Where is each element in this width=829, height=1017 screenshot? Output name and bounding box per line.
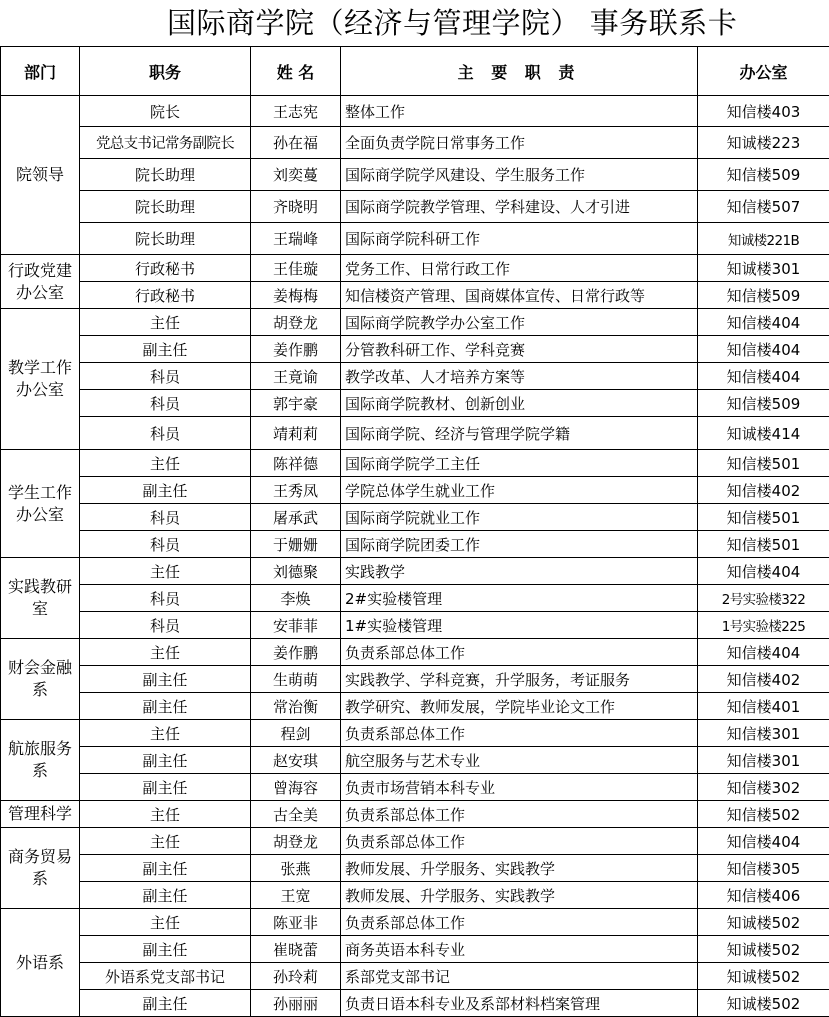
position-cell: 院长助理	[80, 223, 251, 255]
table-row	[1, 774, 829, 801]
dept-cell: 教学工作办公室	[1, 309, 80, 450]
dept-cell: 行政党建办公室	[1, 255, 80, 309]
name-cell: 靖莉莉	[251, 417, 341, 450]
duty-cell: 商务英语本科专业	[341, 936, 698, 963]
name-cell: 王志宪	[251, 96, 341, 127]
name-cell: 常治衡	[251, 693, 341, 720]
position-cell: 科员	[80, 417, 251, 450]
table-row	[1, 720, 829, 747]
office-cell: 知信楼301	[698, 747, 829, 774]
office-cell: 知诚楼301	[698, 255, 829, 282]
position-cell: 院长助理	[80, 191, 251, 223]
office-cell: 知信楼401	[698, 693, 829, 720]
table-row	[1, 990, 829, 1017]
position-cell: 党总支书记常务副院长	[80, 127, 251, 159]
duty-cell: 国际商学院、经济与管理学院学籍	[341, 417, 698, 450]
name-cell: 孙玲莉	[251, 963, 341, 990]
name-cell: 姜作鹏	[251, 639, 341, 666]
position-cell: 主任	[80, 450, 251, 477]
position-cell: 副主任	[80, 774, 251, 801]
office-cell: 知信楼404	[698, 558, 829, 585]
office-cell: 知诚楼502	[698, 990, 829, 1017]
position-cell: 副主任	[80, 747, 251, 774]
table-row	[1, 855, 829, 882]
office-cell: 知信楼402	[698, 477, 829, 504]
table-row	[1, 309, 829, 336]
office-cell: 知信楼301	[698, 720, 829, 747]
position-cell: 主任	[80, 309, 251, 336]
position-cell: 副主任	[80, 477, 251, 504]
page-title-text: 国际商学院（经济与管理学院） 事务联系卡	[167, 0, 737, 46]
office-cell: 知信楼501	[698, 504, 829, 531]
contact-table	[0, 46, 829, 1017]
name-cell: 崔晓蕾	[251, 936, 341, 963]
position-cell: 主任	[80, 720, 251, 747]
name-cell: 郭宇豪	[251, 390, 341, 417]
name-cell: 刘奕蔓	[251, 159, 341, 191]
duty-cell: 国际商学院就业工作	[341, 504, 698, 531]
duty-cell: 国际商学院教材、创新创业	[341, 390, 698, 417]
table-row	[1, 693, 829, 720]
office-cell: 知信楼509	[698, 282, 829, 309]
duty-cell: 实践教学、学科竞赛，升学服务，考证服务	[341, 666, 698, 693]
name-cell: 姜作鹏	[251, 336, 341, 363]
name-cell: 生萌萌	[251, 666, 341, 693]
position-cell: 外语系党支部书记	[80, 963, 251, 990]
dept-cell: 财会金融系	[1, 639, 80, 720]
position-cell: 行政秘书	[80, 255, 251, 282]
position-cell: 副主任	[80, 336, 251, 363]
table-row	[1, 747, 829, 774]
office-cell: 知诚楼414	[698, 417, 829, 450]
position-cell: 科员	[80, 531, 251, 558]
position-cell: 副主任	[80, 882, 251, 909]
table-row	[1, 336, 829, 363]
table-row	[1, 882, 829, 909]
position-cell: 副主任	[80, 990, 251, 1017]
table-row	[1, 417, 829, 450]
office-cell: 知信楼404	[698, 336, 829, 363]
office-cell: 1号实验楼225	[698, 612, 829, 639]
name-cell: 孙丽丽	[251, 990, 341, 1017]
table-row	[1, 558, 829, 585]
duty-cell: 国际商学院学风建设、学生服务工作	[341, 159, 698, 191]
duty-cell: 国际商学院科研工作	[341, 223, 698, 255]
name-cell: 胡登龙	[251, 309, 341, 336]
office-cell: 知信楼507	[698, 191, 829, 223]
office-cell: 知诚楼502	[698, 909, 829, 936]
header-duty: 主 要 职 责	[341, 47, 698, 96]
name-cell: 李焕	[251, 585, 341, 612]
table-row	[1, 612, 829, 639]
duty-cell: 党务工作、日常行政工作	[341, 255, 698, 282]
header-name: 姓 名	[251, 47, 341, 96]
office-cell: 知诚楼502	[698, 963, 829, 990]
position-cell: 主任	[80, 558, 251, 585]
duty-cell: 负责系部总体工作	[341, 639, 698, 666]
duty-cell: 教学研究、教师发展，学院毕业论文工作	[341, 693, 698, 720]
position-cell: 科员	[80, 363, 251, 390]
duty-cell: 负责系部总体工作	[341, 801, 698, 828]
table-row	[1, 909, 829, 936]
office-cell: 知信楼509	[698, 159, 829, 191]
duty-cell: 国际商学院教学办公室工作	[341, 309, 698, 336]
office-cell: 知信楼403	[698, 96, 829, 127]
name-cell: 屠承武	[251, 504, 341, 531]
office-cell: 知信楼501	[698, 450, 829, 477]
table-row	[1, 828, 829, 855]
office-cell: 知信楼502	[698, 801, 829, 828]
office-cell: 知信楼404	[698, 309, 829, 336]
office-cell: 知信楼404	[698, 639, 829, 666]
office-cell: 知信楼402	[698, 666, 829, 693]
table-row	[1, 585, 829, 612]
dept-cell: 学生工作办公室	[1, 450, 80, 558]
dept-cell: 外语系	[1, 909, 80, 1017]
duty-cell: 航空服务与艺术专业	[341, 747, 698, 774]
table-row	[1, 127, 829, 159]
duty-cell: 国际商学院教学管理、学科建设、人才引进	[341, 191, 698, 223]
table-row	[1, 223, 829, 255]
name-cell: 陈祥德	[251, 450, 341, 477]
dept-cell: 院领导	[1, 96, 80, 255]
office-cell: 知信楼302	[698, 774, 829, 801]
duty-cell: 1#实验楼管理	[341, 612, 698, 639]
position-cell: 主任	[80, 828, 251, 855]
name-cell: 王佳璇	[251, 255, 341, 282]
position-cell: 科员	[80, 612, 251, 639]
office-cell: 知诚楼221B	[698, 223, 829, 255]
office-cell: 知信楼305	[698, 855, 829, 882]
header-row	[1, 47, 829, 96]
table-row	[1, 191, 829, 223]
name-cell: 安菲菲	[251, 612, 341, 639]
table-row	[1, 390, 829, 417]
duty-cell: 学院总体学生就业工作	[341, 477, 698, 504]
dept-cell: 商务贸易系	[1, 828, 80, 909]
duty-cell: 分管教科研工作、学科竞赛	[341, 336, 698, 363]
office-cell: 知信楼404	[698, 828, 829, 855]
header-dept: 部门	[1, 47, 80, 96]
table-row	[1, 531, 829, 558]
duty-cell: 国际商学院学工主任	[341, 450, 698, 477]
name-cell: 曾海容	[251, 774, 341, 801]
duty-cell: 负责系部总体工作	[341, 720, 698, 747]
duty-cell: 国际商学院团委工作	[341, 531, 698, 558]
duty-cell: 负责市场营销本科专业	[341, 774, 698, 801]
duty-cell: 教师发展、升学服务、实践教学	[341, 882, 698, 909]
table-row	[1, 159, 829, 191]
table-row	[1, 363, 829, 390]
header-office: 办公室	[698, 47, 829, 96]
name-cell: 齐晓明	[251, 191, 341, 223]
table-row	[1, 282, 829, 309]
table-body	[1, 96, 829, 1017]
name-cell: 王瑞峰	[251, 223, 341, 255]
table-row	[1, 639, 829, 666]
name-cell: 胡登龙	[251, 828, 341, 855]
position-cell: 主任	[80, 909, 251, 936]
position-cell: 副主任	[80, 936, 251, 963]
position-cell: 院长助理	[80, 159, 251, 191]
name-cell: 王宽	[251, 882, 341, 909]
dept-cell: 航旅服务系	[1, 720, 80, 801]
position-cell: 院长	[80, 96, 251, 127]
duty-cell: 知信楼资产管理、国商媒体宣传、日常行政等	[341, 282, 698, 309]
page-title	[0, 0, 829, 46]
name-cell: 刘德聚	[251, 558, 341, 585]
table-row	[1, 96, 829, 127]
table-row	[1, 801, 829, 828]
name-cell: 程剑	[251, 720, 341, 747]
duty-cell: 负责系部总体工作	[341, 828, 698, 855]
table-row	[1, 255, 829, 282]
table-row	[1, 477, 829, 504]
dept-cell: 实践教研室	[1, 558, 80, 639]
name-cell: 孙在福	[251, 127, 341, 159]
duty-cell: 负责日语本科专业及系部材料档案管理	[341, 990, 698, 1017]
office-cell: 知信楼501	[698, 531, 829, 558]
position-cell: 科员	[80, 504, 251, 531]
duty-cell: 教学改革、人才培养方案等	[341, 363, 698, 390]
office-cell: 知信楼404	[698, 363, 829, 390]
name-cell: 古全美	[251, 801, 341, 828]
position-cell: 科员	[80, 390, 251, 417]
position-cell: 行政秘书	[80, 282, 251, 309]
office-cell: 知信楼406	[698, 882, 829, 909]
duty-cell: 教师发展、升学服务、实践教学	[341, 855, 698, 882]
position-cell: 副主任	[80, 666, 251, 693]
name-cell: 张燕	[251, 855, 341, 882]
table-row	[1, 504, 829, 531]
table-row	[1, 666, 829, 693]
table-row	[1, 450, 829, 477]
position-cell: 副主任	[80, 693, 251, 720]
position-cell: 科员	[80, 585, 251, 612]
name-cell: 赵安琪	[251, 747, 341, 774]
name-cell: 陈亚非	[251, 909, 341, 936]
office-cell: 知诚楼223	[698, 127, 829, 159]
table-row	[1, 936, 829, 963]
name-cell: 姜梅梅	[251, 282, 341, 309]
office-cell: 知诚楼502	[698, 936, 829, 963]
table-row	[1, 963, 829, 990]
position-cell: 副主任	[80, 855, 251, 882]
header-position: 职务	[80, 47, 251, 96]
office-cell: 2号实验楼322	[698, 585, 829, 612]
name-cell: 王秀凤	[251, 477, 341, 504]
duty-cell: 2#实验楼管理	[341, 585, 698, 612]
dept-cell: 管理科学	[1, 801, 80, 828]
duty-cell: 全面负责学院日常事务工作	[341, 127, 698, 159]
duty-cell: 负责系部总体工作	[341, 909, 698, 936]
position-cell: 主任	[80, 801, 251, 828]
name-cell: 于姗姗	[251, 531, 341, 558]
duty-cell: 系部党支部书记	[341, 963, 698, 990]
name-cell: 王竟谕	[251, 363, 341, 390]
office-cell: 知信楼509	[698, 390, 829, 417]
duty-cell: 实践教学	[341, 558, 698, 585]
duty-cell: 整体工作	[341, 96, 698, 127]
position-cell: 主任	[80, 639, 251, 666]
